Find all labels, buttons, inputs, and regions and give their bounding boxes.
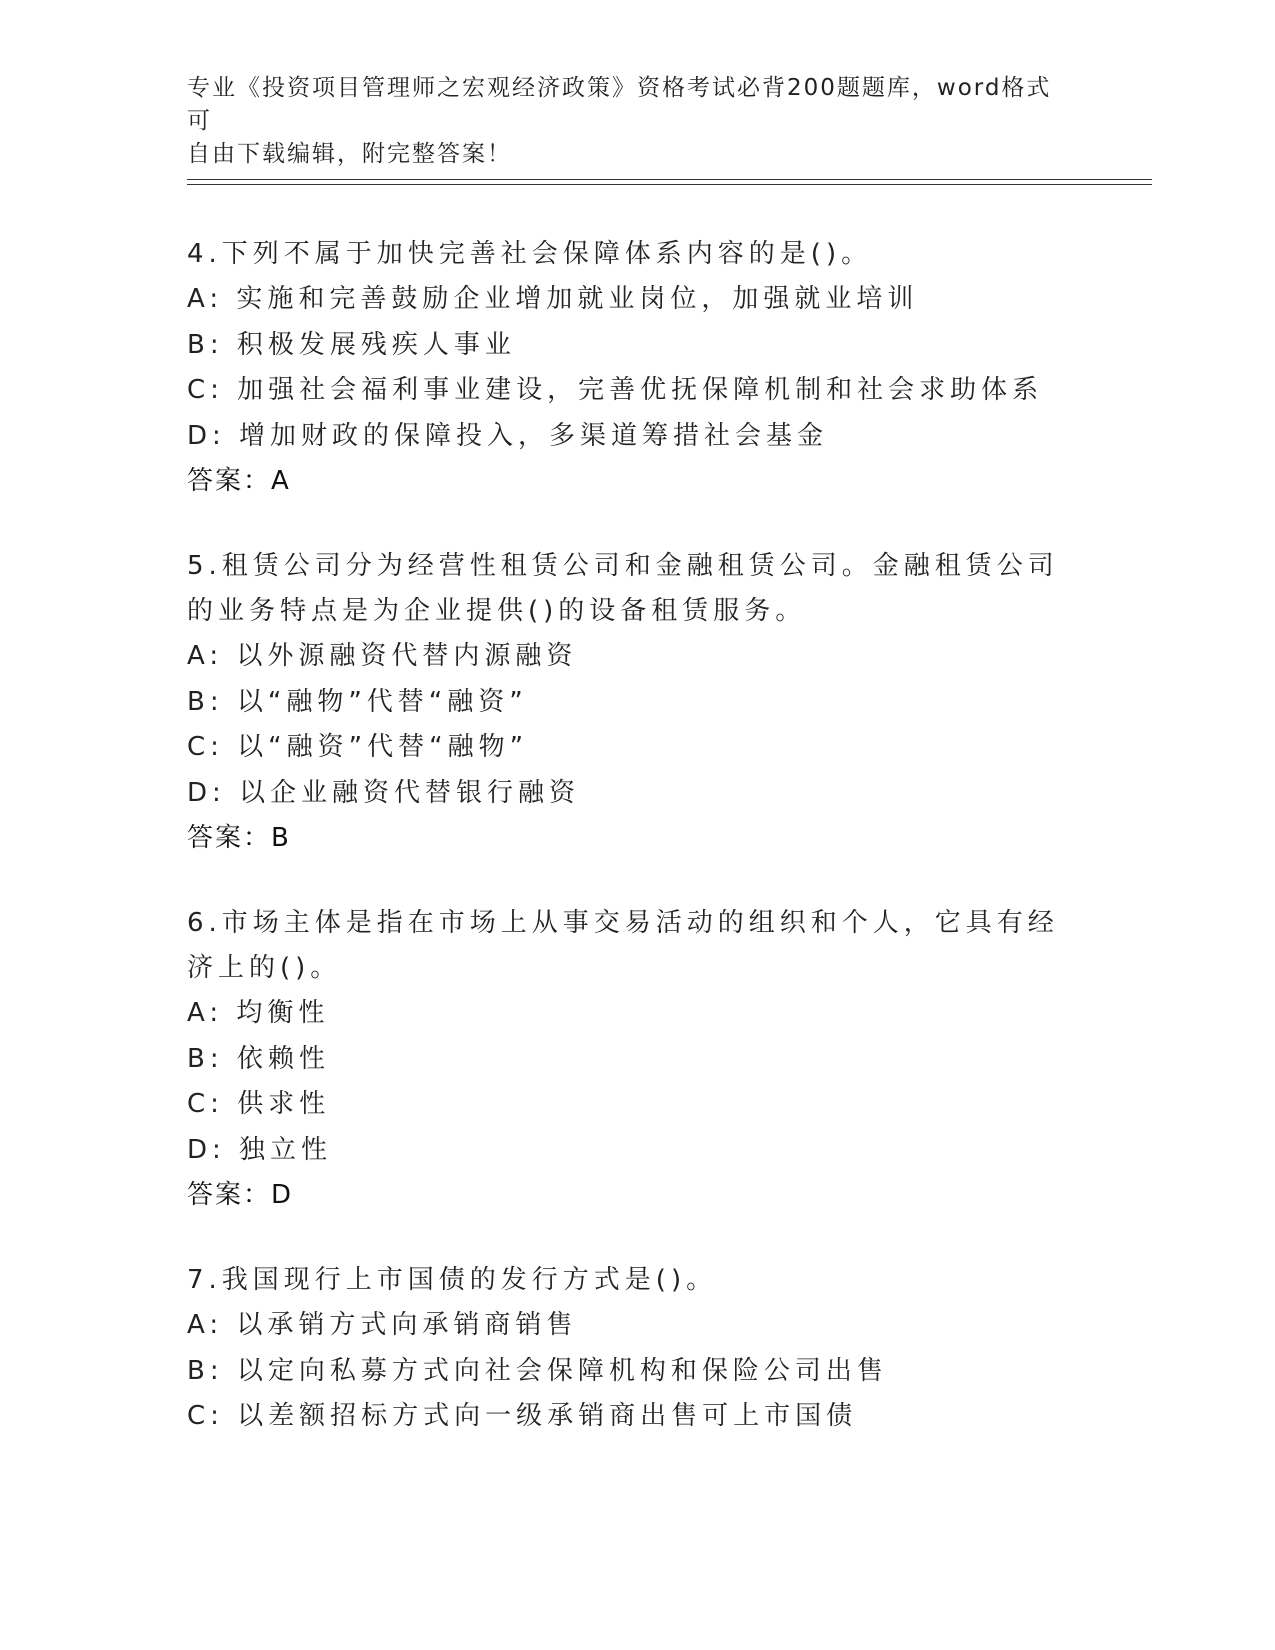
question-stem: 5.租赁公司分为经营性租赁公司和金融租赁公司。金融租赁公司的业务特点是为企业提供()的设备租赁服务。 [187, 551, 1059, 626]
question-stem: 7.我国现行上市国债的发行方式是()。 [187, 1265, 718, 1295]
document-header [187, 72, 1067, 171]
option-a: A: 均衡性 [187, 998, 330, 1028]
header-divider-top [187, 179, 1152, 180]
question-5 [187, 544, 1087, 861]
option-b: B: 依赖性 [187, 1043, 330, 1074]
option-c: C: 加强社会福利事业建设，完善优抚保障机制和社会求助体系 [187, 375, 1044, 405]
option-a: A: 以承销方式向承销商销售 [187, 1310, 578, 1340]
option-a: A: 实施和完善鼓励企业增加就业岗位，加强就业培训 [187, 284, 919, 314]
option-d: D: 独立性 [187, 1134, 333, 1165]
question-4 [187, 232, 1087, 504]
question-list [187, 232, 1087, 1480]
question-6 [187, 901, 1087, 1218]
option-c: C: 以“融资”代替“融物” [187, 732, 529, 762]
answer-label: 答案：B [187, 823, 291, 853]
option-d: D: 增加财政的保障投入，多渠道筹措社会基金 [187, 420, 829, 451]
answer-label: 答案：A [187, 466, 291, 496]
option-d: D: 以企业融资代替银行融资 [187, 777, 581, 808]
header-divider-bottom [187, 184, 1152, 185]
header-line-2: 自由下载编辑，附完整答案！ [187, 141, 512, 167]
option-b: B: 以“融物”代替“融资” [187, 686, 528, 717]
option-a: A: 以外源融资代替内源融资 [187, 641, 578, 671]
question-stem: 6.市场主体是指在市场上从事交易活动的组织和个人，它具有经济上的()。 [187, 908, 1059, 983]
option-c: C: 以差额招标方式向一级承销商出售可上市国债 [187, 1401, 858, 1431]
option-b: B: 积极发展残疾人事业 [187, 329, 516, 360]
option-c: C: 供求性 [187, 1089, 331, 1119]
question-stem: 4.下列不属于加快完善社会保障体系内容的是()。 [187, 239, 873, 269]
question-7 [187, 1258, 1087, 1440]
header-line-1: 专业《投资项目管理师之宏观经济政策》资格考试必背200题题库，word格式可 [187, 75, 1052, 134]
option-b: B: 以定向私募方式向社会保障机构和保险公司出售 [187, 1355, 888, 1386]
answer-label: 答案：D [187, 1180, 294, 1210]
